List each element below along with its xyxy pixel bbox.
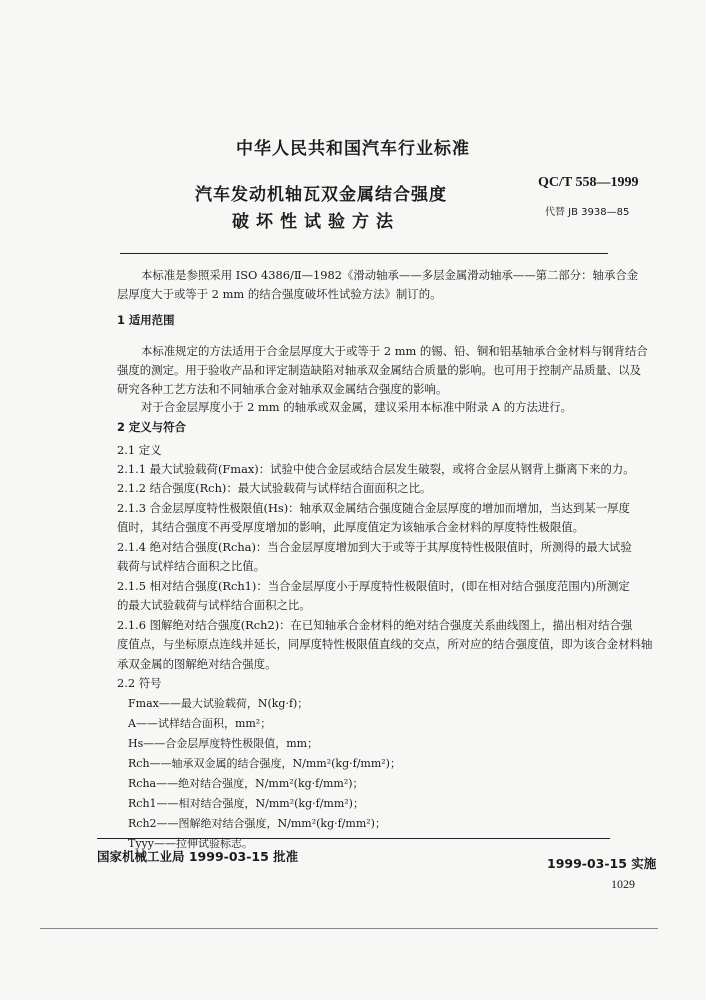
paragraph-line: 对于合金层厚度小于 2 mm 的轴承或双金属，建议采用本标准中附录 A 的方法进行。 bbox=[141, 400, 573, 414]
paragraph-line: 强度的测定。用于验收产品和评定制造缺陷对轴承双金属结合质量的影响。也可用于控制产品质量、以及 bbox=[117, 363, 641, 377]
subsection-heading: 2.2 符号 bbox=[117, 676, 162, 690]
definition-line: 承双金属的图解绝对结合强度。 bbox=[117, 657, 277, 671]
approval-date: 国家机械工业局 1999-03-15 批准 bbox=[97, 849, 299, 864]
definition-line: 2.1.3 合金层厚度特性极限值(Hs)：轴承双金属结合强度随合金层厚度的增加而增加，当达到某一厚度 bbox=[117, 501, 630, 515]
symbol-line: Rch——轴承双金属的结合强度，N/mm²(kg·f/mm²)； bbox=[128, 757, 401, 770]
header-rule bbox=[120, 253, 608, 254]
definition-line: 值时，其结合强度不再受厚度增加的影响，此厚度值定为该轴承合金材料的厚度特性极限值。 bbox=[117, 520, 585, 534]
page-number: 1029 bbox=[611, 877, 635, 891]
effective-date: 1999-03-15 实施 bbox=[547, 856, 657, 871]
definition-line: 2.1.1 最大试验载荷(Fmax)：试验中使合金层或结合层发生破裂，或将合金层从钢背上撕离下来的力。 bbox=[117, 462, 635, 476]
standard-code: QC/T 558—1999 bbox=[538, 175, 639, 190]
definition-line: 2.1.4 绝对结合强度(Rcha)：当合金层厚度增加到大于或等于其厚度特性极限值时，所测得的最大试验 bbox=[117, 540, 632, 554]
paragraph-line: 本标准规定的方法适用于合金层厚度大于或等于 2 mm 的锡、铅、铜和铝基轴承合金材料与钢背结合 bbox=[141, 344, 648, 358]
symbol-line: Hs——合金层厚度特性极限值，mm； bbox=[128, 737, 319, 750]
subsection-heading: 2.1 定义 bbox=[117, 443, 162, 457]
intro-line: 本标准是参照采用 ISO 4386/Ⅱ—1982《滑动轴承——多层金属滑动轴承——第二部分：轴承合金 bbox=[141, 268, 639, 282]
scan-edge-line bbox=[40, 928, 658, 929]
replaces-note: 代替 JB 3938—85 bbox=[545, 207, 630, 218]
definition-line: 2.1.6 图解绝对结合强度(Rch2)：在已知轴承合金材料的绝对结合强度关系曲线图上，描出相对结合强 bbox=[117, 618, 633, 632]
symbol-line: Rch1——相对结合强度，N/mm²(kg·f/mm²)； bbox=[128, 797, 364, 810]
intro-line: 层厚度大于或等于 2 mm 的结合强度破坏性试验方法》制订的。 bbox=[117, 287, 442, 301]
issuing-body-heading: 中华人民共和国汽车行业标准 bbox=[236, 139, 470, 159]
symbol-line: Rcha——绝对结合强度，N/mm²(kg·f/mm²)； bbox=[128, 777, 364, 790]
standard-title-line1: 汽车发动机轴瓦双金属结合强度 bbox=[195, 185, 447, 205]
footer-rule bbox=[97, 838, 610, 839]
paragraph-line: 研究各种工艺方法和不同轴承合金对轴承双金属结合强度的影响。 bbox=[117, 382, 448, 396]
symbol-line: Rch2——图解绝对结合强度，N/mm²(kg·f/mm²)； bbox=[128, 817, 386, 830]
definition-line: 载荷与试样结合面积之比值。 bbox=[117, 559, 266, 573]
section-2-heading: 2 定义与符合 bbox=[117, 420, 186, 434]
definition-line: 2.1.5 相对结合强度(Rch1)：当合金层厚度小于厚度特性极限值时，(即在相对结合强度范围内)所测定 bbox=[117, 579, 630, 593]
symbol-line: A——试样结合面积，mm²； bbox=[128, 717, 272, 730]
definition-line: 的最大试验载荷与试样结合面积之比。 bbox=[117, 598, 311, 612]
standard-title-line2: 破坏性试验方法 bbox=[232, 212, 400, 232]
section-1-heading: 1 适用范围 bbox=[117, 313, 175, 327]
definition-line: 2.1.2 结合强度(Rch)：最大试验载荷与试样结合面面积之比。 bbox=[117, 481, 432, 495]
symbol-line: Fmax——最大试验载荷，N(kg·f)； bbox=[128, 697, 309, 710]
symbol-line: Tyyy——拉伸试验标志。 bbox=[128, 837, 253, 850]
definition-line: 度值点，与坐标原点连线并延长，同厚度特性极限值直线的交点，所对应的结合强度值，即为该合金材料轴 bbox=[117, 637, 653, 651]
